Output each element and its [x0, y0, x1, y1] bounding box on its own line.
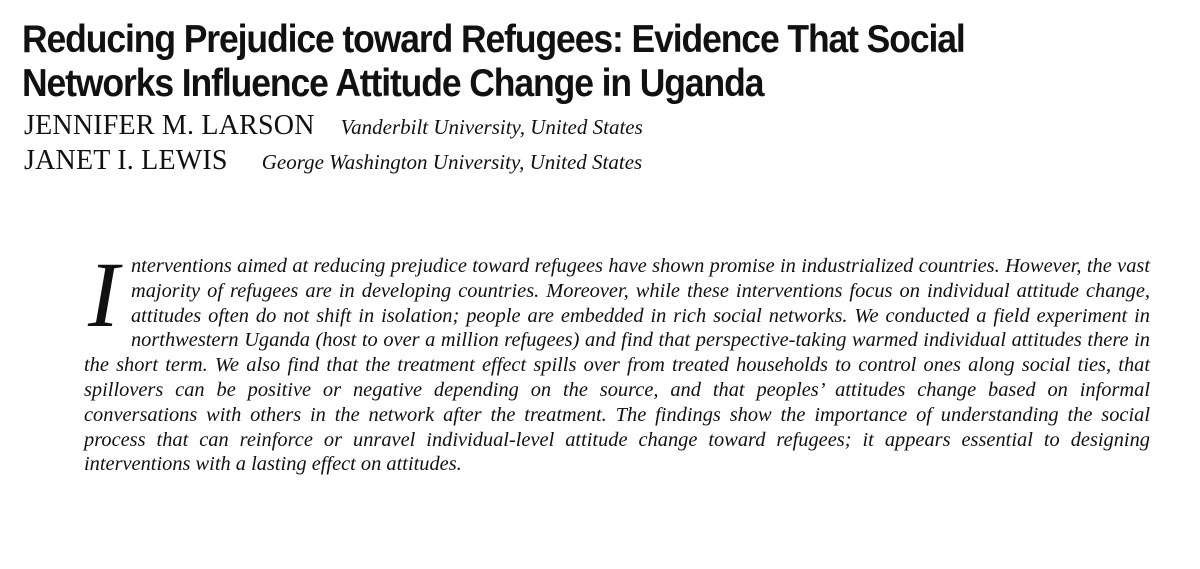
author-row	[22, 145, 1170, 180]
author-name: JANET I. LEWIS	[24, 145, 228, 176]
title-line-2: Networks Influence Attitude Change in Uganda	[22, 62, 764, 105]
abstract	[84, 244, 1150, 477]
abstract-text: nterventions aimed at reducing prejudice toward refugees have shown promise in industrialized countries. However, the vast majority of refugees are in developing countries. Moreover, while these interventions focus on individual attitude change, attitudes often do not shift in isolation; people are embedded in rich social networks. We conducted a field experiment in northwestern Uganda (host to over a million refugees) and find that perspective-taking warmed individual attitudes there in the short term. We also find that the treatment effect spills over from treated households to control ones along social ties, that spillovers can be positive or negative depending on the source, and that peoples’ attitudes change based on informal conversations with others in the network after the treatment. The findings show the importance of understanding the social process that can reinforce or unravel individual-level attitude change toward refugees; it appears essential to designing interventions with a lasting effect on attitudes.	[84, 255, 1150, 476]
title-line-1: Reducing Prejudice toward Refugees: Evidence That Social	[22, 18, 965, 61]
author-row	[22, 110, 1170, 145]
author-list	[22, 110, 1170, 180]
author-affiliation: Vanderbilt University, United States	[340, 115, 643, 139]
author-affiliation: George Washington University, United States	[261, 150, 643, 174]
paper-title	[22, 18, 1050, 106]
abstract-drop-cap: I	[88, 244, 119, 347]
author-name: JENNIFER M. LARSON	[24, 110, 315, 141]
